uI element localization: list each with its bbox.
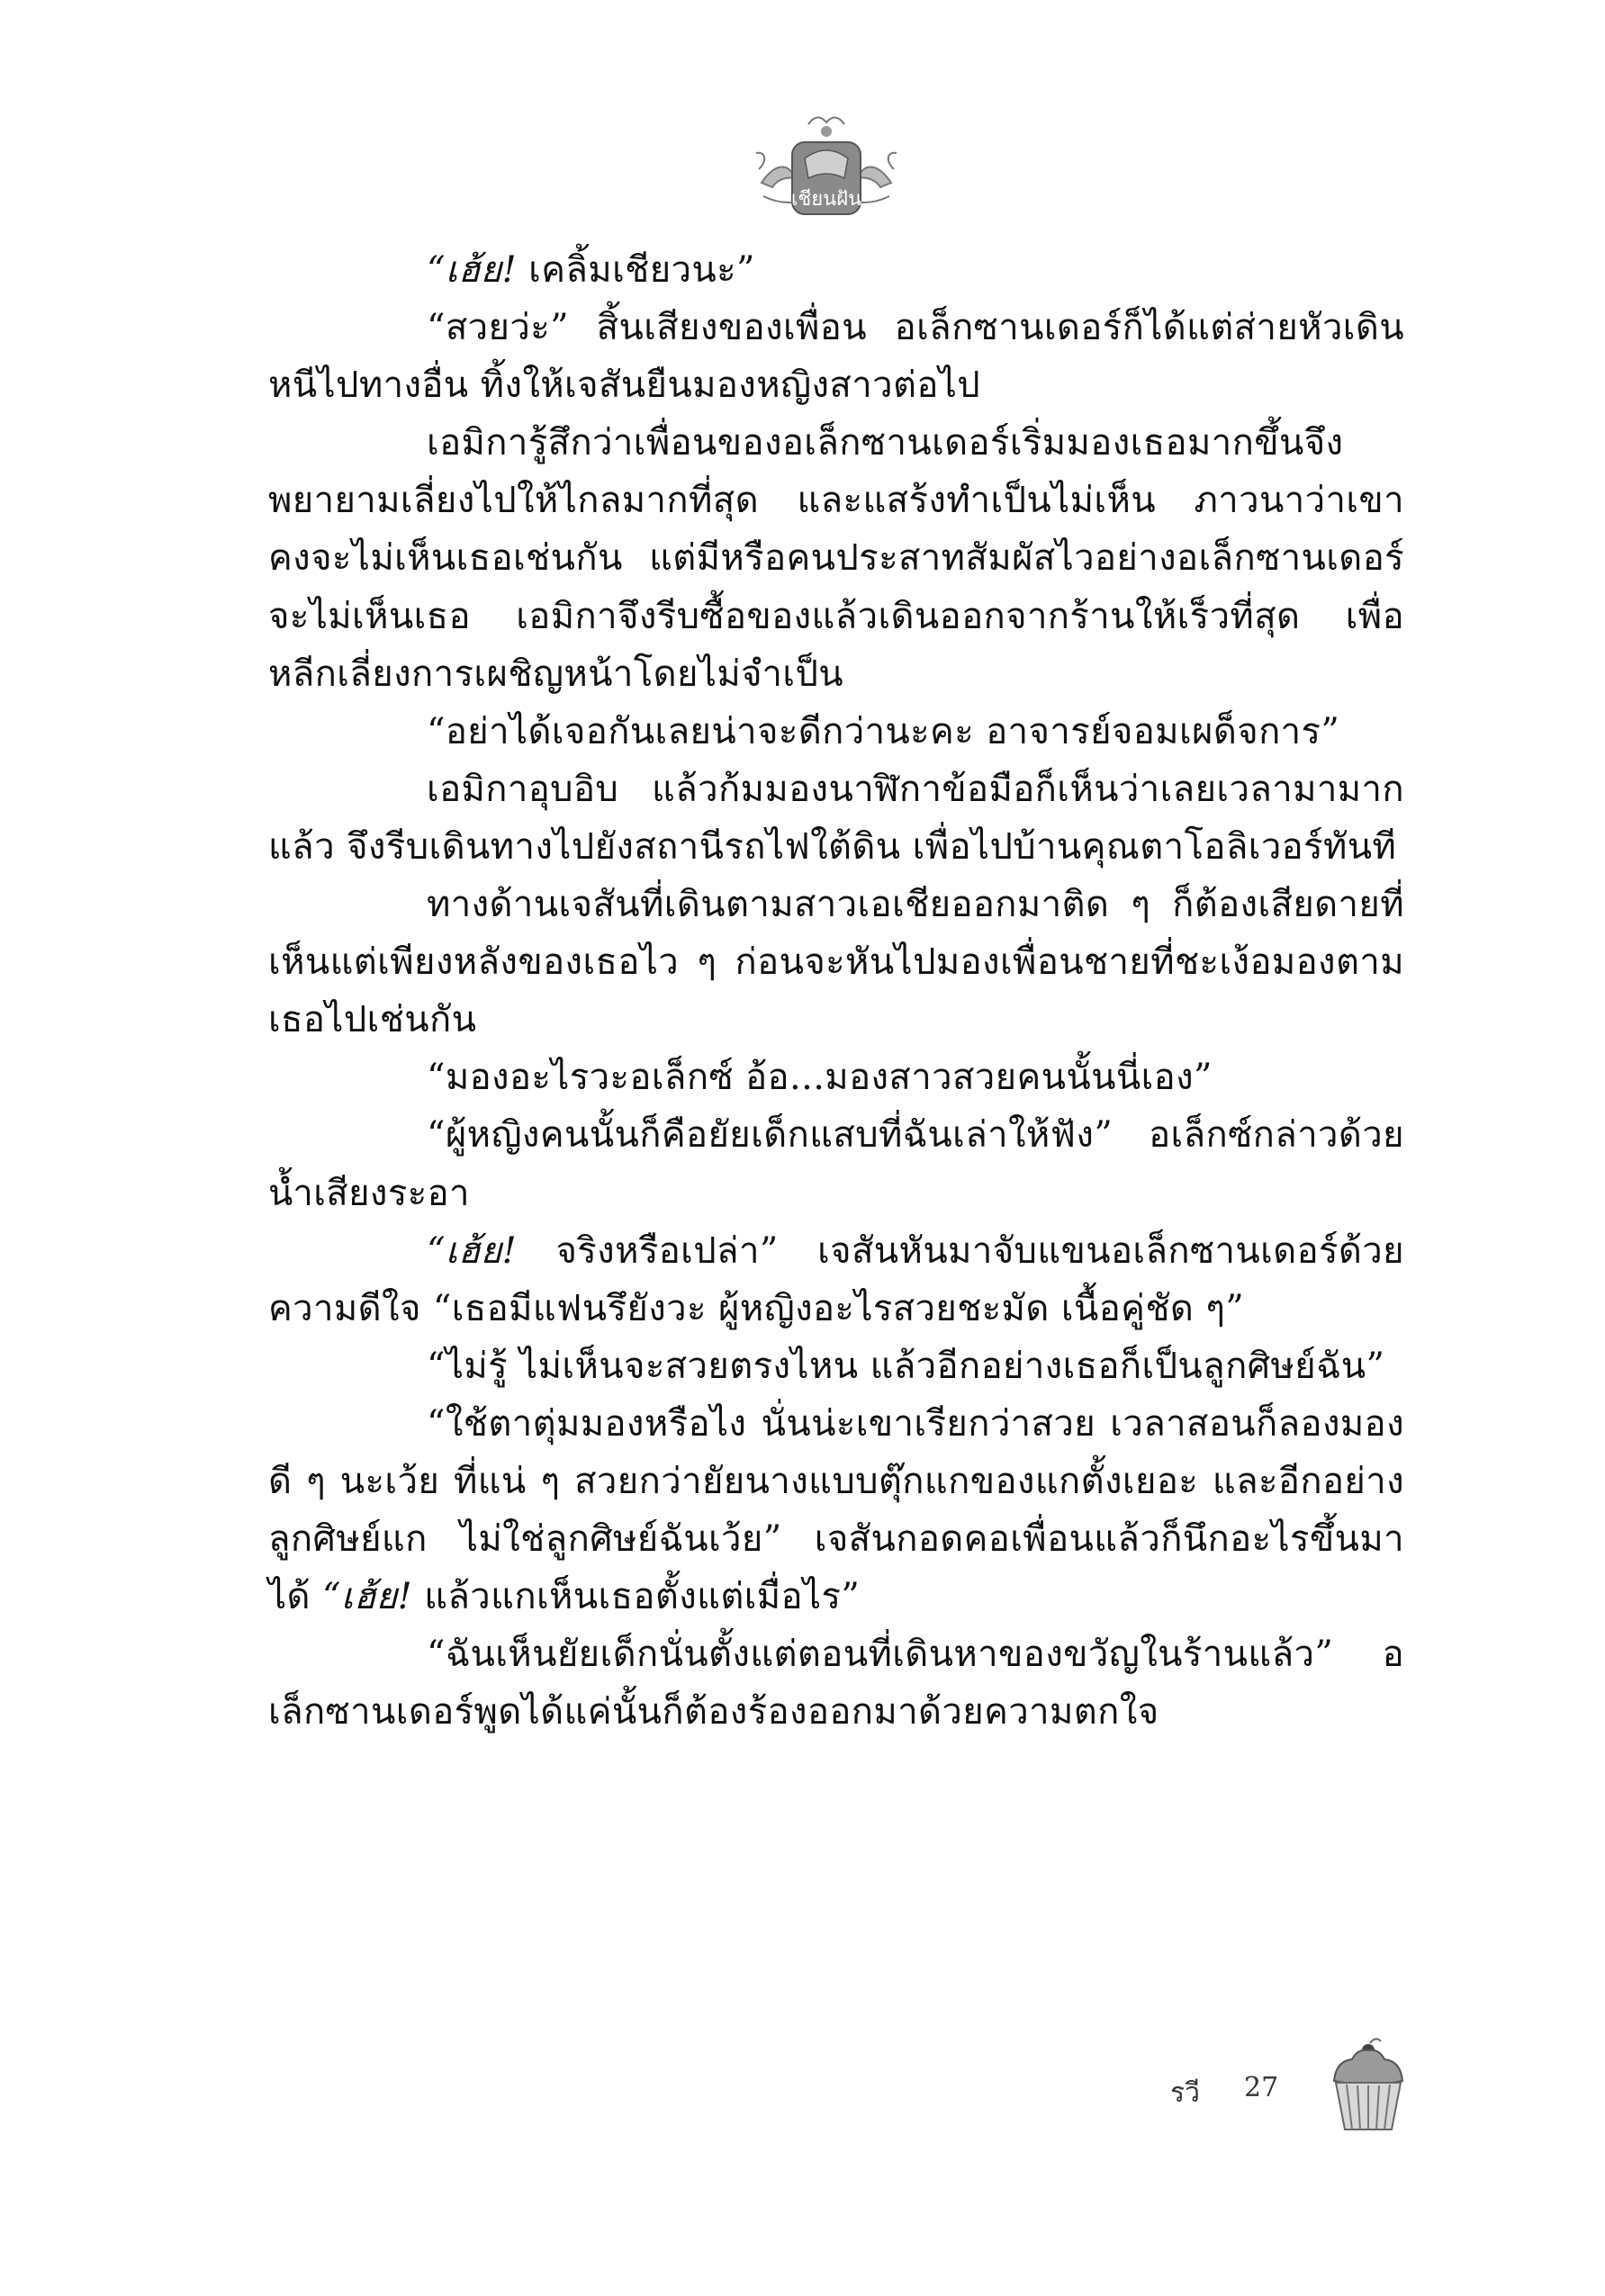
- paragraph: [268, 241, 1404, 299]
- italic-exclamation: “เฮ้ย!: [322, 1576, 413, 1618]
- paragraph-text: “ฉันเห็นยัยเด็กนั่นตั้งแต่ตอนที่เดินหาของขวัญในร้านแล้ว” อเล็กซานเดอร์พูดได้แค่นั้นก็ต้องร้องออกมาด้วยความตกใจ: [268, 1634, 1404, 1733]
- paragraph-text: “ใช้ตาตุ่มมองหรือไง นั่นน่ะเขาเรียกว่าสวย เวลาสอนก็ลองมองดี ๆ นะเว้ย ที่แน่ ๆ สวยกว่ายัยนางแบบตุ๊กแกของแกตั้งเยอะ และอีกอย่างลูกศิษย์แก ไม่ใช่ลูกศิษย์ฉันเว้ย” เจสันกอดคอเพื่อนแล้วก็นึกอะไรขึ้นมาได้: [268, 1402, 1404, 1618]
- page-footer: [1170, 2036, 1440, 2135]
- paragraph: [268, 1106, 1404, 1221]
- paragraph-text: เคลิ้มเชียวนะ”: [517, 249, 755, 291]
- paragraph-text: ทางด้านเจสันที่เดินตามสาวเอเชียออกมาติด ๆ ก็ต้องเสียดายที่เห็นแต่เพียงหลังของเธอไว ๆ ก่อนจะหันไปมองเพื่อนชายที่ชะเง้อมองตามเธอไปเช่นกัน: [268, 884, 1404, 1041]
- paragraph: [268, 1337, 1404, 1395]
- paragraph-text: “อย่าได้เจอกันเลยน่าจะดีกว่านะคะ อาจารย์จอมเผด็จการ”: [427, 710, 1340, 752]
- paragraph: [268, 414, 1404, 702]
- footer-title: รวี: [1170, 2077, 1200, 2109]
- paragraph: [268, 703, 1404, 761]
- paragraph: [268, 1222, 1404, 1337]
- paragraph-text: เอมิกาอุบอิบ แล้วก้มมองนาฬิกาข้อมือก็เห็นว่าเลยเวลามามากแล้ว จึงรีบเดินทางไปยังสถานีรถไฟใต้ดิน เพื่อไปบ้านคุณตาโอลิเวอร์ทันที: [268, 768, 1404, 868]
- italic-exclamation: “เฮ้ย!: [427, 249, 518, 291]
- paragraph: [268, 876, 1404, 1049]
- header-logo-text: เชียนฝัน: [790, 188, 862, 211]
- paragraph: [268, 1049, 1404, 1106]
- italic-exclamation: “เฮ้ย!: [427, 1229, 518, 1272]
- paragraph: [268, 1395, 1404, 1625]
- paragraph: [268, 299, 1404, 414]
- header-logo: [745, 97, 907, 232]
- page-number: 27: [1244, 2072, 1279, 2103]
- body-text: [268, 241, 1404, 1741]
- paragraph-text: “ผู้หญิงคนนั้นก็คือยัยเด็กแสบที่ฉันเล่าให้ฟัง” อเล็กซ์กล่าวด้วยน้ำเสียงระอา: [268, 1114, 1404, 1214]
- paragraph-text: “ไม่รู้ ไม่เห็นจะสวยตรงไหน แล้วอีกอย่างเธอก็เป็นลูกศิษย์ฉัน”: [427, 1345, 1385, 1387]
- paragraph: [268, 1625, 1404, 1741]
- paragraph-text: “สวยว่ะ” สิ้นเสียงของเพื่อน อเล็กซานเดอร์ก็ได้แต่ส่ายหัวเดินหนีไปทางอื่น ทิ้งให้เจสันยืนมองหญิงสาวต่อไป: [268, 307, 1404, 407]
- ornament-icon: [745, 97, 907, 232]
- paragraph-text: แล้วแกเห็นเธอตั้งแต่เมื่อไร”: [412, 1576, 861, 1618]
- paragraph-text: เอมิการู้สึกว่าเพื่อนของอเล็กซานเดอร์เริ่มมองเธอมากขึ้นจึงพยายามเลี่ยงไปให้ไกลมากที่สุด และแสร้งทำเป็นไม่เห็น ภาวนาว่าเขาคงจะไม่เห็นเธอเช่นกัน แต่มีหรือคนประสาทสัมผัสไวอย่างอเล็กซานเดอร์จะไม่เห็นเธอ เอมิกาจึงรีบซื้อของแล้วเดินออกจากร้านให้เร็วที่สุด เพื่อหลีกเลี่ยงการเผชิญหน้าโดยไม่จำเป็น: [268, 422, 1404, 695]
- paragraph-text: จริงหรือเปล่า” เจสันหันมาจับแขนอเล็กซานเดอร์ด้วยความดีใจ “เธอมีแฟนรึยังวะ ผู้หญิงอะไรสวยชะมัด เนื้อคู่ชัด ๆ”: [268, 1229, 1404, 1329]
- paragraph: [268, 761, 1404, 876]
- paragraph-text: “มองอะไรวะอเล็กซ์ อ้อ...มองสาวสวยคนนั้นนี่เอง”: [427, 1057, 1213, 1099]
- cupcake-icon: [1323, 2036, 1413, 2135]
